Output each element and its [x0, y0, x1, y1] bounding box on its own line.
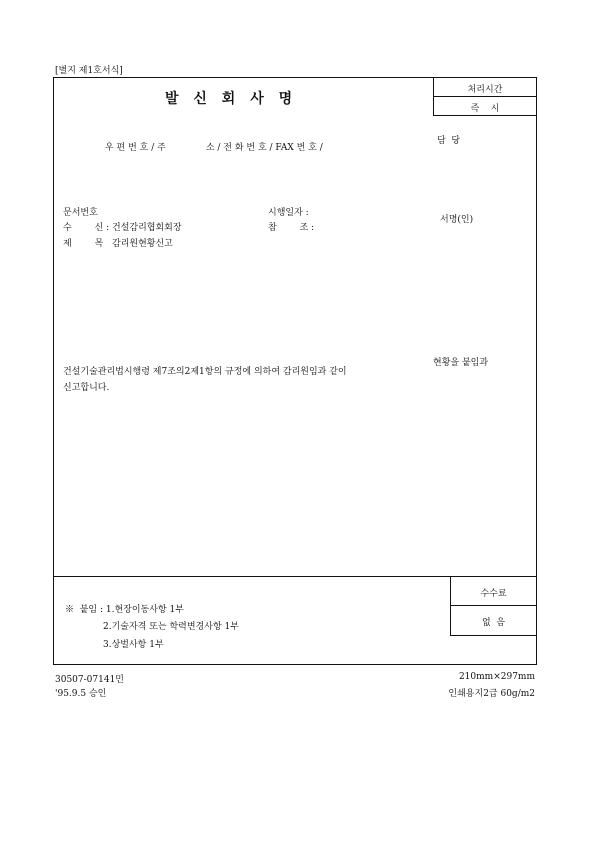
attachment-item-2: 2.기술자격 또는 학력변경사항 1부: [103, 622, 239, 632]
sender-company-title: 발 신 회 사 명: [165, 91, 298, 107]
manager-label: 담 당: [437, 136, 461, 146]
date-label: 시행일자 :: [268, 208, 309, 218]
processing-time-value: 즉 시: [470, 104, 500, 114]
footer-paper-spec: 인쇄용지2급 60g/m2: [448, 689, 535, 699]
fee-header: 수수료: [480, 589, 507, 599]
processing-box-divider: [433, 96, 537, 97]
footer-paper-size: 210mm×297mm: [458, 672, 535, 682]
fee-box-divider: [450, 605, 537, 606]
body-text-right: 현황을 붙임과: [433, 358, 489, 368]
fee-value: 없 음: [481, 618, 506, 628]
address-line: 우 편 번 호 / 주 소 / 전 화 번 호 / FAX 번 호 /: [105, 143, 323, 153]
reference-label: 참 조 :: [268, 223, 315, 233]
bottom-section-divider: [53, 576, 537, 577]
body-text-line2: 신고합니다.: [63, 383, 110, 393]
recipient-label: 수 신 :: [63, 223, 110, 233]
signature-label: 서명(인): [440, 215, 474, 225]
processing-time-header: 처리시간: [467, 85, 503, 95]
subject-value: 감리원현황신고: [112, 239, 173, 249]
fee-box-bottom: [450, 635, 537, 636]
attachment-item-3: 3.상벌사항 1부: [103, 640, 164, 650]
recipient-value: 건설감리협회회장: [112, 223, 182, 233]
doc-number-label: 문서번호: [63, 208, 98, 218]
footer-approval-date: '95.9.5 승인: [55, 689, 107, 699]
form-label: [별지 제1호서식]: [55, 66, 123, 76]
subject-label: 제 목: [63, 239, 104, 249]
footer-form-number: 30507-07141민: [55, 675, 124, 685]
body-text-line1: 건설기술관리법시행령 제7조의2제1항의 규정에 의하여 감리원임과 같이: [63, 367, 347, 377]
processing-box-bottom: [433, 115, 537, 116]
attachment-item-1: ※ 붙임 : 1.현장이동사항 1부: [65, 605, 184, 615]
